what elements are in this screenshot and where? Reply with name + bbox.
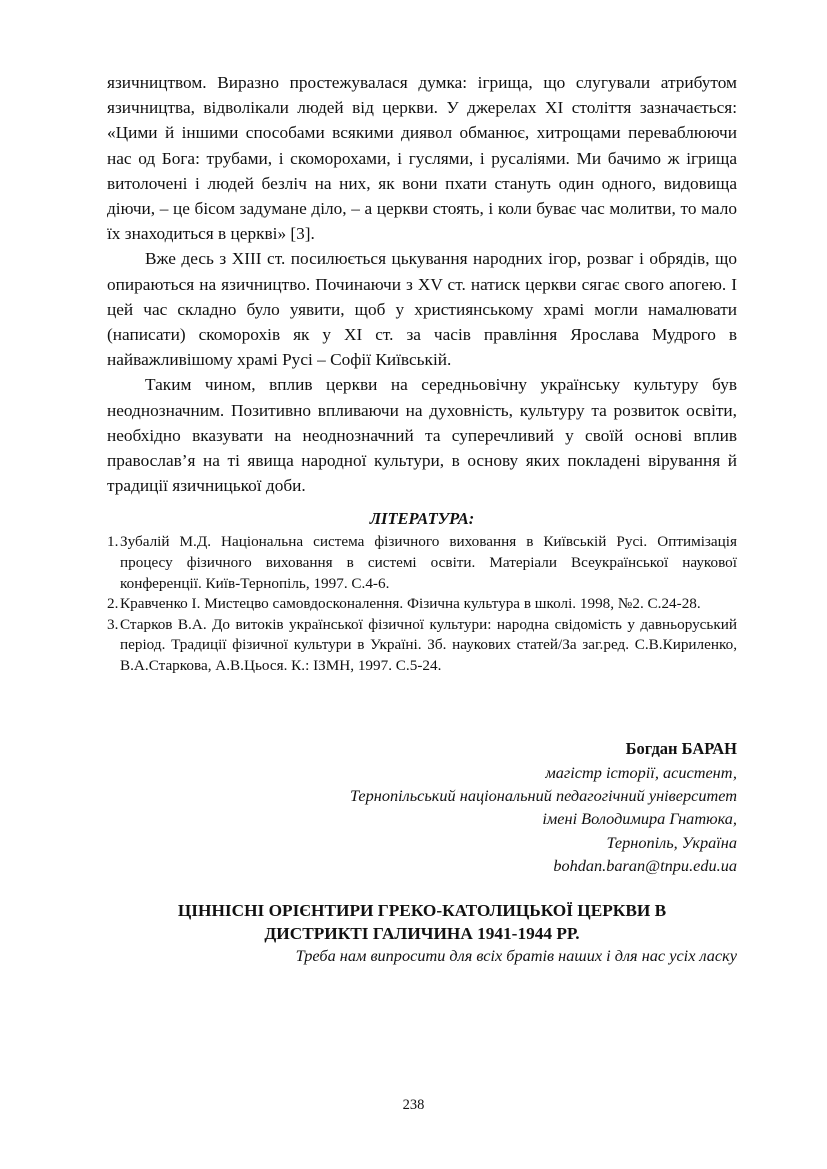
epigraph: Треба нам випросити для всіх братів наших і для нас усіх ласку	[295, 946, 737, 966]
reference-text: Зубалій М.Д. Національна система фізичного виховання в Київській Русі. Оптимізація процесу фізичного виховання в системі освіти. Матеріали Всеукраїнської наукової конференції. Київ-Тернопіль, 1997. С.4-6.	[120, 533, 737, 592]
author-university-name: імені Володимира Гнатюка,	[542, 809, 737, 829]
reference-item	[107, 532, 737, 594]
article-title	[107, 899, 737, 945]
page-content	[107, 70, 737, 967]
reference-number: 3.	[107, 615, 119, 633]
reference-item	[107, 594, 737, 615]
body-paragraph: Таким чином, вплив церкви на середньовічну українську культуру був неоднозначним. Позитивно впливаючи на духовність, культуру та розвиток освіти, необхідно вказувати на неоднозначний та суперечливий у своїй основі вплив православ’я на ті явища народної культури, в основу яких покладені вірування й традиції язичницької доби.	[107, 375, 737, 496]
author-position: магістр історії, асистент,	[545, 762, 737, 782]
reference-item	[107, 615, 737, 677]
author-name: Богдан БАРАН	[625, 738, 737, 758]
page-number: 238	[402, 1097, 425, 1113]
reference-text: Старков В.А. До витоків української фізичної культури: народна свідомість у давньоруський період. Традиції фізичної культури в Україні. Зб. наукових статей/За заг.ред. С.В.Кириленко, В.А.Старкова, А.В.Цьося. К.: ІЗМН, 1997. С.5-24.	[120, 615, 737, 675]
reference-text: Кравченко І. Мистецво самовдосконалення. Фізична культура в школі. 1998, №2. С.24-28.	[120, 595, 701, 613]
article-title-line: ЦІННІСНІ ОРІЄНТИРИ ГРЕКО-КАТОЛИЦЬКОЇ ЦЕРКВИ В	[177, 901, 667, 921]
author-block	[107, 737, 737, 877]
body-paragraph: язичництвом. Виразно простежувалася думка: ігрища, що слугували атрибутом язичництва, відволікали людей від церкви. У джерелах ХІ століття зазначається: «Цими й іншими способами всякими диявол обманює, хитрощами переваблюючи нас од Бога: трубами, і скоморохами, і гуслями, і русаліями. Ми бачимо ж ігрища витолочені і людей безліч на них, як вони пхати стануть один одного, видовища діючи, – це бісом задумане діло, – а церкви стоять, і коли буває час молитви, то мало їх знаходиться в церкві» [3].	[107, 73, 737, 244]
article-title-line: ДИСТРИКТІ ГАЛИЧИНА 1941-1944 РР.	[264, 924, 580, 944]
reference-number: 2.	[107, 595, 119, 613]
literature-heading: ЛІТЕРАТУРА:	[369, 509, 475, 529]
author-city: Тернопіль, Україна	[606, 832, 737, 852]
body-paragraph: Вже десь з ХІІІ ст. посилюється цькування народних ігор, розваг і обрядів, що опираються на язичництво. Починаючи з XV ст. натиск церкви сягає свого апогею. І цей час складно було уявити, щоб у християнському храмі могли намалювати (написати) скоморохів як у ХІ ст. за часів правління Ярослава Мудрого в найважливішому храмі Русі – Софії Київській.	[107, 249, 737, 370]
reference-number: 1.	[107, 533, 119, 551]
author-university: Тернопільський національний педагогічний університет	[349, 785, 737, 805]
author-email: bohdan.baran@tnpu.edu.ua	[553, 855, 737, 875]
reference-list	[107, 532, 737, 676]
